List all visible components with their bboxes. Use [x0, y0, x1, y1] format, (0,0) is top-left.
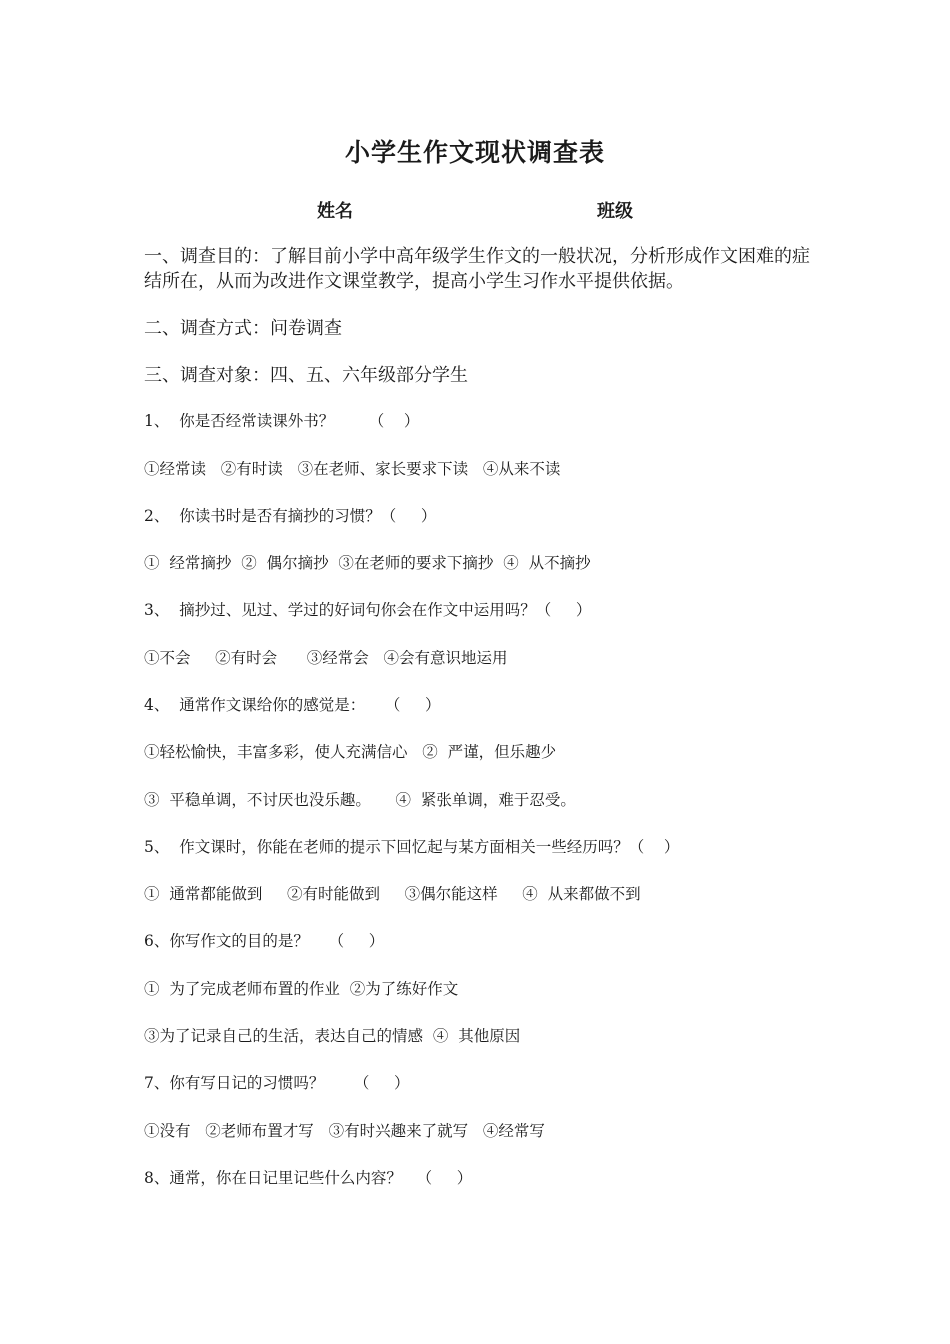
- survey-subjects: 三、调查对象：四、五、六年级部分学生: [144, 365, 468, 386]
- question-4: 4、 通常作文课给你的感觉是： （ ）: [144, 696, 441, 714]
- question-2: 2、 你读书时是否有摘抄的习惯？（ ）: [144, 507, 437, 525]
- question-2-options: ① 经常摘抄 ② 偶尔摘抄 ③在老师的要求下摘抄 ④ 从不摘抄: [144, 554, 591, 572]
- question-5: 5、 作文课时，你能在老师的提示下回忆起与某方面相关一些经历吗？（ ）: [144, 838, 680, 856]
- question-3: 3、 摘抄过、见过、学过的好词句你会在作文中运用吗？（ ）: [144, 601, 592, 619]
- question-7: 7、你有写日记的习惯吗？ （ ）: [144, 1074, 410, 1092]
- question-8: 8、通常，你在日记里记些什么内容？ （ ）: [144, 1169, 473, 1187]
- question-1-options: ①经常读 ②有时读 ③在老师、家长要求下读 ④从来不读: [144, 460, 561, 478]
- question-4-options-a: ①轻松愉快，丰富多彩，使人充满信心 ② 严谨，但乐趣少: [144, 743, 557, 761]
- question-5-options: ① 通常都能做到 ②有时能做到 ③偶尔能这样 ④ 从来都做不到: [144, 885, 641, 903]
- survey-purpose: 一、调查目的：了解目前小学中高年级学生作文的一般状况，分析形成作文困难的症结所在，从而为改进作文课堂教学，提高小学生习作水平提供依据。: [144, 246, 810, 292]
- question-1: 1、 你是否经常读课外书？ （ ）: [144, 412, 420, 430]
- question-6-options-a: ① 为了完成老师布置的作业 ②为了练好作文: [144, 980, 459, 998]
- question-3-options: ①不会 ②有时会 ③经常会 ④会有意识地运用: [144, 649, 508, 667]
- question-6-options-b: ③为了记录自己的生活，表达自己的情感 ④ 其他原因: [144, 1027, 521, 1045]
- class-field-label: 班级: [597, 201, 633, 222]
- survey-method: 二、调查方式：问卷调查: [144, 318, 342, 339]
- question-6: 6、你写作文的目的是？ （ ）: [144, 932, 385, 950]
- question-7-options: ①没有 ②老师布置才写 ③有时兴趣来了就写 ④经常写: [144, 1122, 545, 1140]
- question-4-options-b: ③ 平稳单调，不讨厌也没乐趣。 ④ 紧张单调，难于忍受。: [144, 791, 576, 809]
- name-field-label: 姓名: [317, 201, 353, 222]
- page-title: 小学生作文现状调查表: [344, 138, 605, 167]
